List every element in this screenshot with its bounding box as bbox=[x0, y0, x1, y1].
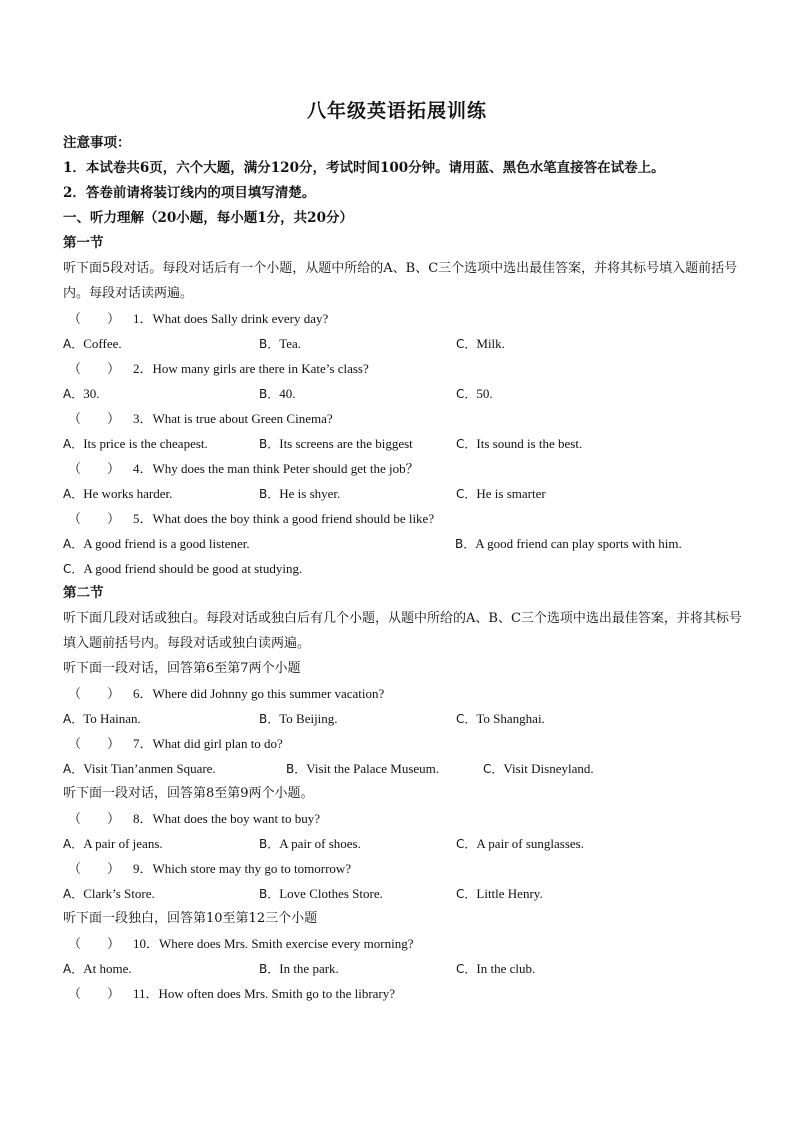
option-a: A．He works harder. bbox=[63, 486, 173, 501]
options-4 bbox=[63, 481, 743, 506]
question-text: 1．What does Sally drink every day? bbox=[133, 311, 329, 326]
question-11 bbox=[63, 981, 743, 1006]
option-a: A．A pair of jeans. bbox=[63, 836, 163, 851]
option-c: C．Visit Disneyland. bbox=[483, 761, 594, 776]
answer-bracket[interactable]: （ ） bbox=[68, 686, 121, 701]
options-9 bbox=[63, 881, 743, 906]
option-b: B．To Beijing. bbox=[259, 711, 338, 726]
question-1 bbox=[63, 306, 743, 331]
option-b: B．Love Clothes Store. bbox=[259, 886, 383, 901]
group-heading-6-7: 听下面一段对话，回答第6至第7两个小题 bbox=[63, 661, 301, 676]
section2-instruction: 听下面几段对话或独白。每段对话或独白后有几个小题，从题中所给的A、B、C三个选项中选出最佳答案，并将其标号填入题前括号内。每段对话或独白读两遍。 bbox=[63, 611, 742, 651]
answer-bracket[interactable]: （ ） bbox=[68, 461, 121, 476]
option-c: C．A pair of sunglasses. bbox=[456, 836, 584, 851]
question-5 bbox=[63, 506, 743, 531]
option-a: A．Visit Tian’anmen Square. bbox=[63, 761, 216, 776]
option-a: A．At home. bbox=[63, 961, 132, 976]
group-heading-10-12: 听下面一段独白，回答第10至第12三个小题 bbox=[63, 911, 318, 926]
options-1 bbox=[63, 331, 743, 356]
question-text: 8．What does the boy want to buy? bbox=[133, 811, 321, 826]
option-c: C．He is smarter bbox=[456, 486, 546, 501]
option-a: A．To Hainan. bbox=[63, 711, 141, 726]
question-text: 2．How many girls are there in Kate’s class? bbox=[133, 361, 369, 376]
option-b: B．A pair of shoes. bbox=[259, 836, 361, 851]
answer-bracket[interactable]: （ ） bbox=[68, 736, 121, 751]
notice-item-2: 2．答卷前请将装订线内的项目填写清楚。 bbox=[63, 185, 316, 201]
option-a: A．Clark’s Store. bbox=[63, 886, 155, 901]
options-5-row-1 bbox=[63, 531, 743, 556]
option-c: C．50. bbox=[456, 386, 493, 401]
question-text: 3．What is true about Green Cinema? bbox=[133, 411, 333, 426]
answer-bracket[interactable]: （ ） bbox=[68, 811, 121, 826]
options-6 bbox=[63, 706, 743, 731]
option-b: B．A good friend can play sports with him. bbox=[455, 536, 682, 551]
question-8 bbox=[63, 806, 743, 831]
answer-bracket[interactable]: （ ） bbox=[68, 311, 121, 326]
question-4 bbox=[63, 456, 743, 481]
question-text: 5．What does the boy think a good friend should be like? bbox=[133, 511, 435, 526]
question-text: 4．Why does the man think Peter should get the job？ bbox=[133, 461, 419, 476]
option-c: C．A good friend should be good at studying. bbox=[63, 561, 303, 576]
group-heading-8-9: 听下面一段对话，回答第8至第9两个小题。 bbox=[63, 786, 314, 801]
notice-heading: 注意事项： bbox=[63, 135, 131, 151]
options-8 bbox=[63, 831, 743, 856]
question-text: 11．How often does Mrs. Smith go to the library? bbox=[133, 986, 396, 1001]
question-3 bbox=[63, 406, 743, 431]
option-b: B．Tea. bbox=[259, 336, 302, 351]
option-b: B．Visit the Palace Museum. bbox=[286, 761, 440, 776]
question-text: 7．What did girl plan to do? bbox=[133, 736, 283, 751]
option-b: B．Its screens are the biggest bbox=[259, 436, 413, 451]
question-2 bbox=[63, 356, 743, 381]
section1-heading: 第一节 bbox=[63, 235, 104, 251]
option-a: A．Coffee. bbox=[63, 336, 122, 351]
options-2 bbox=[63, 381, 743, 406]
option-c: C．Milk. bbox=[456, 336, 505, 351]
options-5-row-2 bbox=[63, 556, 743, 581]
section2-heading: 第二节 bbox=[63, 585, 104, 601]
answer-bracket[interactable]: （ ） bbox=[68, 986, 121, 1001]
answer-bracket[interactable]: （ ） bbox=[68, 411, 121, 426]
option-b: B．In the park. bbox=[259, 961, 339, 976]
question-text: 10．Where does Mrs. Smith exercise every morning? bbox=[133, 936, 414, 951]
question-10 bbox=[63, 931, 743, 956]
part1-heading: 一、听力理解（20小题，每小题1分，共20分） bbox=[63, 210, 353, 226]
answer-bracket[interactable]: （ ） bbox=[68, 361, 121, 376]
options-3 bbox=[63, 431, 743, 456]
option-b: B．40. bbox=[259, 386, 296, 401]
option-c: C．Little Henry. bbox=[456, 886, 543, 901]
option-b: B．He is shyer. bbox=[259, 486, 341, 501]
answer-bracket[interactable]: （ ） bbox=[68, 861, 121, 876]
answer-bracket[interactable]: （ ） bbox=[68, 936, 121, 951]
option-a: A．A good friend is a good listener. bbox=[63, 536, 250, 551]
notice-item-1: 1．本试卷共6页，六个大题，满分120分，考试时间100分钟。请用蓝、黑色水笔直接答在试卷上。 bbox=[63, 160, 665, 176]
exam-content bbox=[63, 131, 743, 1006]
option-a: A．30. bbox=[63, 386, 100, 401]
question-text: 9．Which store may thy go to tomorrow? bbox=[133, 861, 352, 876]
options-10 bbox=[63, 956, 743, 981]
options-7 bbox=[63, 756, 743, 781]
option-c: C．In the club. bbox=[456, 961, 536, 976]
option-a: A．Its price is the cheapest. bbox=[63, 436, 208, 451]
option-c: C．To Shanghai. bbox=[456, 711, 545, 726]
answer-bracket[interactable]: （ ） bbox=[68, 511, 121, 526]
page-title: 八年级英语拓展训练 bbox=[306, 100, 487, 122]
question-text: 6．Where did Johnny go this summer vacation? bbox=[133, 686, 385, 701]
option-c: C．Its sound is the best. bbox=[456, 436, 583, 451]
question-6 bbox=[63, 681, 743, 706]
section1-instruction: 听下面5段对话。每段对话后有一个小题，从题中所给的A、B、C三个选项中选出最佳答案，并将其标号填入题前括号内。每段对话读两遍。 bbox=[63, 261, 738, 301]
question-7 bbox=[63, 731, 743, 756]
question-9 bbox=[63, 856, 743, 881]
